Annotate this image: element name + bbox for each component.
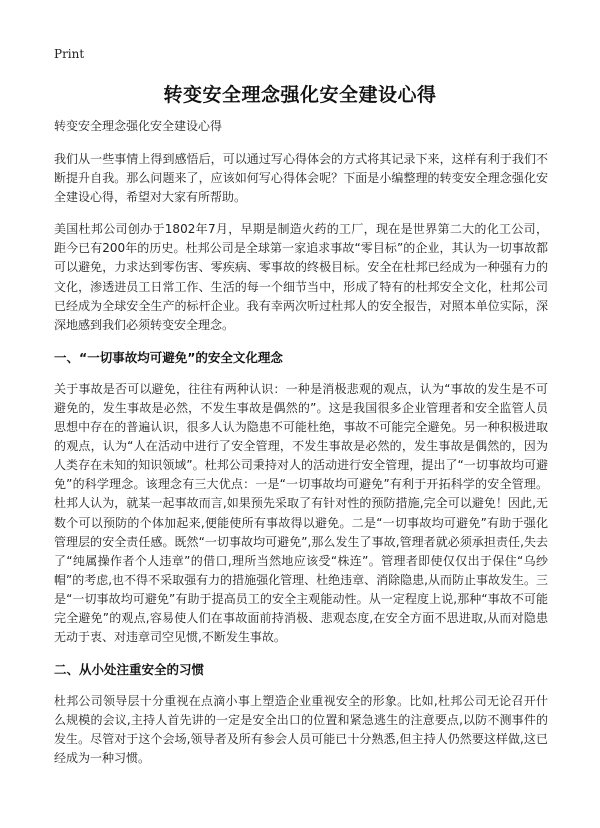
paragraph-dupont-history: 美国杜邦公司创办于1802年7月，早期是制造火药的工厂，现在是世界第二大的化工公司，距今已有200年的历史。杜邦公司是全球第一家追求事故“零目标”的企业，其认为一切事故都可以避免，力求达到零伤害、零疾病、零事故的终极目标。安全在杜邦已经成为一种强有力的文化，渗透进员工日常工作、生活的每一个细节当中，形成了特有的杜邦安全文化，杜邦公司已经成为全球安全生产的标杆企业。我有幸两次听过杜邦人的安全报告，对照本单位实际，深深地感到我们必须转变安全理念。 [54,222,548,332]
article-subtitle: 转变安全理念强化安全建设心得 [54,119,223,133]
section-heading-1: 一、“一切事故均可避免”的安全文化理念 [54,349,283,365]
intro-paragraph: 我们从一些事情上得到感悟后，可以通过写心得体会的方式将其记录下来，这样有利于我们不断提升自我。那么问题来了，应该如何写心得体会呢？下面是小编整理的转变安全理念强化安全建设心得，希望对大家有所帮助。 [54,152,548,205]
paragraph-accident-avoidance: 关于事故是否可以避免，往往有两种认识：一种是消极悲观的观点，认为“事故的发生是不可避免的，发生事故是必然，不发生事故是偶然的”。这是我国很多企业管理者和安全监管人员思想中存在的普遍认识，很多人认为隐患不可能杜绝，事故不可能完全避免。另一种积极进取的观点，认为“人在活动中进行了安全管理，不发生事故是必然的，发生事故是偶然的，因为人类存在未知的知识领域”。杜邦公司秉持对人的活动进行安全管理，提出了“一切事故均可避免”的科学理念。该理念有三大优点：一是“一切事故均可避免”有利于开拓科学的安全管理。杜邦人认为，就某一起事故而言,如果预先采取了有针对性的预防措施,完全可以避免！因此,无数个可以预防的个体加起来,便能使所有事故得以避免。二是“一切事故均可避免”有助于强化管理层的安全责任感。既然“一切事故均可避免”,那么发生了事故,管理者就必须承担责任,失去了“纯属操作者个人违章”的借口,理所当然地应该受“株连”。管理者即使仅仅出于保住“乌纱帽”的考虑,也不得不采取强有力的措施强化管理、杜绝违章、消除隐患,从而防止事故发生。三是“一切事故均可避免”有助于提高员工的安全主观能动性。从一定程度上说,那种“事故不可能完全避免”的观点,容易使人们在事故面前持消极、悲观态度,在安全方面不思进取,从而对隐患无动于衷、对违章司空见惯,不断发生事故。 [54,381,548,645]
section-heading-2: 二、从小处注重安全的习惯 [54,662,205,678]
paragraph-safety-habits: 杜邦公司领导层十分重视在点滴小事上塑造企业重视安全的形象。比如,杜邦公司无论召开什么规模的会议,主持人首先讲的一定是安全出口的位置和紧急逃生的注意要点,以防不测事件的发生。尽管对于这个会场,领导者及所有参会人员可能已十分熟悉,但主持人仍然要这样做,这已经成为一种习惯。 [54,694,548,766]
article-body [54,117,548,782]
print-link[interactable]: Print [54,47,85,61]
page-title: 转变安全理念强化安全建设心得 [163,84,437,106]
